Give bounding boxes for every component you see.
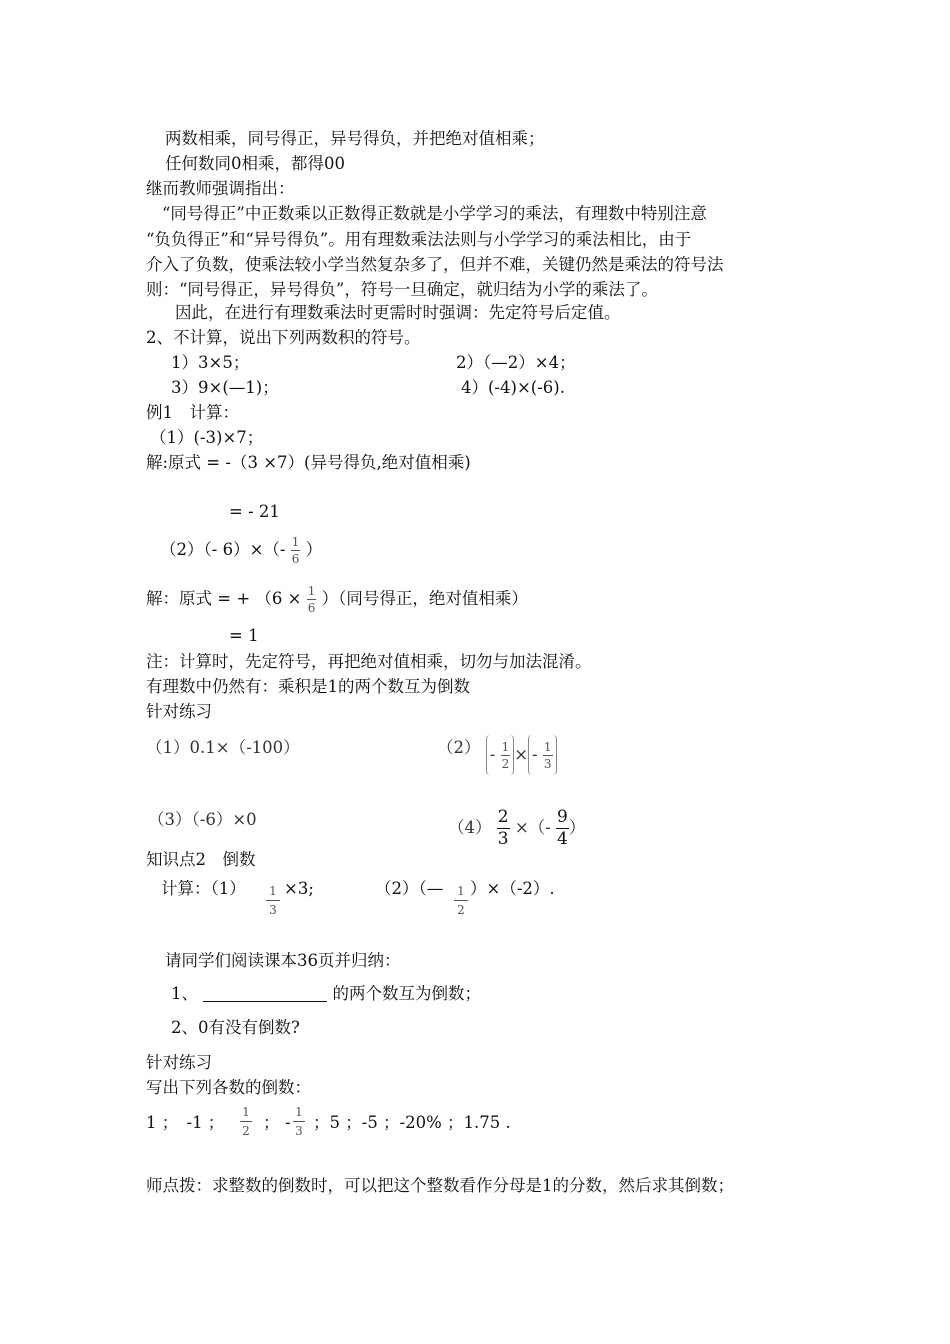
minus-sign: - — [285, 1113, 291, 1132]
rule-line-2: 任何数同0相乘，都得00 — [165, 154, 345, 173]
example-2-solution — [146, 585, 528, 614]
practice-item-1: （1）0.1×（-100） — [146, 738, 300, 757]
q2-item: 2）（—2）×4； — [456, 353, 576, 372]
read-prompt: 请同学们阅读课本36页并归纳： — [165, 951, 401, 970]
practice-item-2 — [437, 737, 557, 775]
fraction-one-half: 1 2 — [240, 1106, 252, 1137]
paragraph-line: “同号得正”中正数乘以正数得正数就是小学学习的乘法，有理数中特别注意 — [162, 204, 707, 223]
practice-item-3: （3）（-6）×0 — [148, 810, 257, 829]
calc-2-tail: ）×（-2）. — [470, 879, 555, 898]
abs-bracket: - $\frac{1}{3}$ — [528, 735, 556, 775]
reciprocal-list-b: ； — [263, 1113, 280, 1132]
teacher-tip: 师点拨：求整数的倒数时，可以把这个整数看作分母是1的分数，然后求其倒数； — [146, 1176, 734, 1195]
q2-item: 3）9×(—1)； — [171, 378, 279, 397]
fraction-one-third: $\frac{1}{3}$ — [543, 740, 552, 771]
example-2-result: = 1 — [229, 626, 259, 645]
fraction-one-half: $\frac{1}{2}$ — [501, 740, 510, 771]
q2-item: 4）(-4)×(-6). — [461, 378, 565, 397]
practice-item-4-label: （4） — [448, 818, 492, 837]
example-1-result: = - 21 — [229, 502, 280, 521]
q2-item: 1）3×5； — [171, 353, 250, 372]
practice-item-2-expression: - $\frac{1}{2}$ × - $\frac{1}{3}$ — [486, 735, 557, 775]
note-line: 注：计算时，先定符号，再把绝对值相乘，切勿与加法混淆。 — [146, 652, 592, 671]
fraction-one-sixth: $\frac{1}{6}$ — [307, 584, 316, 615]
reciprocal-fact: 有理数中仍然有：乘积是1的两个数互为倒数 — [146, 677, 470, 696]
fraction-one-third: 1 3 — [266, 885, 280, 916]
abs-bracket: - $\frac{1}{2}$ — [486, 735, 514, 775]
reciprocal-list-c: ；5 ；-5 ；-20% ；1.75 . — [313, 1113, 511, 1132]
fraction-one-sixth: $\frac{1}{6}$ — [291, 535, 300, 566]
example-2-text: （2）（- 6）×（- — [160, 540, 286, 559]
question-2-title: 2、不计算，说出下列两数积的符号。 — [146, 328, 421, 347]
fraction-one-third: 1 3 — [293, 1106, 305, 1137]
fill-label: 1、 — [171, 984, 198, 1003]
example-1-solution: 解:原式 = -（3 ×7）(异号得负,绝对值相乘) — [146, 453, 471, 472]
practice-title-2: 针对练习 — [146, 1053, 212, 1072]
example-2-solution-text: 解：原式 = + （6 × — [146, 589, 302, 608]
zero-question: 2、0有没有倒数? — [171, 1018, 300, 1037]
calc-label: 计算：（1） — [161, 879, 246, 898]
practice-title: 针对练习 — [146, 702, 212, 721]
example-2-problem — [160, 536, 322, 565]
example-title: 例1 计算： — [146, 403, 239, 422]
rule-line-1: 两数相乘，同号得正，异号得负，并把绝对值相乘； — [165, 129, 545, 148]
calc-line — [161, 878, 246, 900]
fill-tail: 的两个数互为倒数； — [332, 984, 481, 1003]
paragraph-line: “负负得正”和“异号得负”。用有理数乘法法则与小学学习的乘法相比，由于 — [146, 230, 692, 249]
calc-1-tail: ×3; — [284, 879, 314, 898]
paragraph-line: 介入了负数，使乘法较小学当然复杂多了，但并不难，关键仍然是乘法的符号法 — [146, 255, 724, 274]
example-2-solution-text-end: ）（同号得正，绝对值相乘） — [321, 589, 528, 608]
paragraph-line: 则：“同号得正，异号得负”，符号一旦确定，就归结为小学的乘法了。 — [146, 280, 658, 299]
practice-item-2-label: （2） — [437, 738, 481, 757]
teacher-intro: 继而教师强调指出： — [146, 179, 295, 198]
fraction-two-thirds: $\frac{2}{3}$ — [497, 807, 509, 849]
example-1-problem: （1）(-3)×7； — [150, 428, 264, 447]
fill-blank[interactable] — [203, 985, 327, 1002]
calc-2-label: （2）（— — [375, 879, 444, 898]
practice-item-4: （4） $\frac{2}{3}$ ×（- $\frac{9}{4}$ ） — [448, 807, 586, 849]
reciprocal-list-a: 1 ； -1 ； — [146, 1113, 225, 1132]
knowledge-point-title: 知识点2 倒数 — [146, 850, 256, 869]
fraction-nine-quarters: $\frac{9}{4}$ — [556, 807, 568, 849]
write-prompt: 写出下列各数的倒数： — [146, 1078, 311, 1097]
fill-in-line — [171, 983, 481, 1005]
emphasis-line: 因此，在进行有理数乘法时更需时时强调：先定符号后定值。 — [175, 303, 621, 322]
fraction-one-half: 1 2 — [454, 885, 468, 916]
example-2-text-end: ） — [305, 540, 323, 559]
